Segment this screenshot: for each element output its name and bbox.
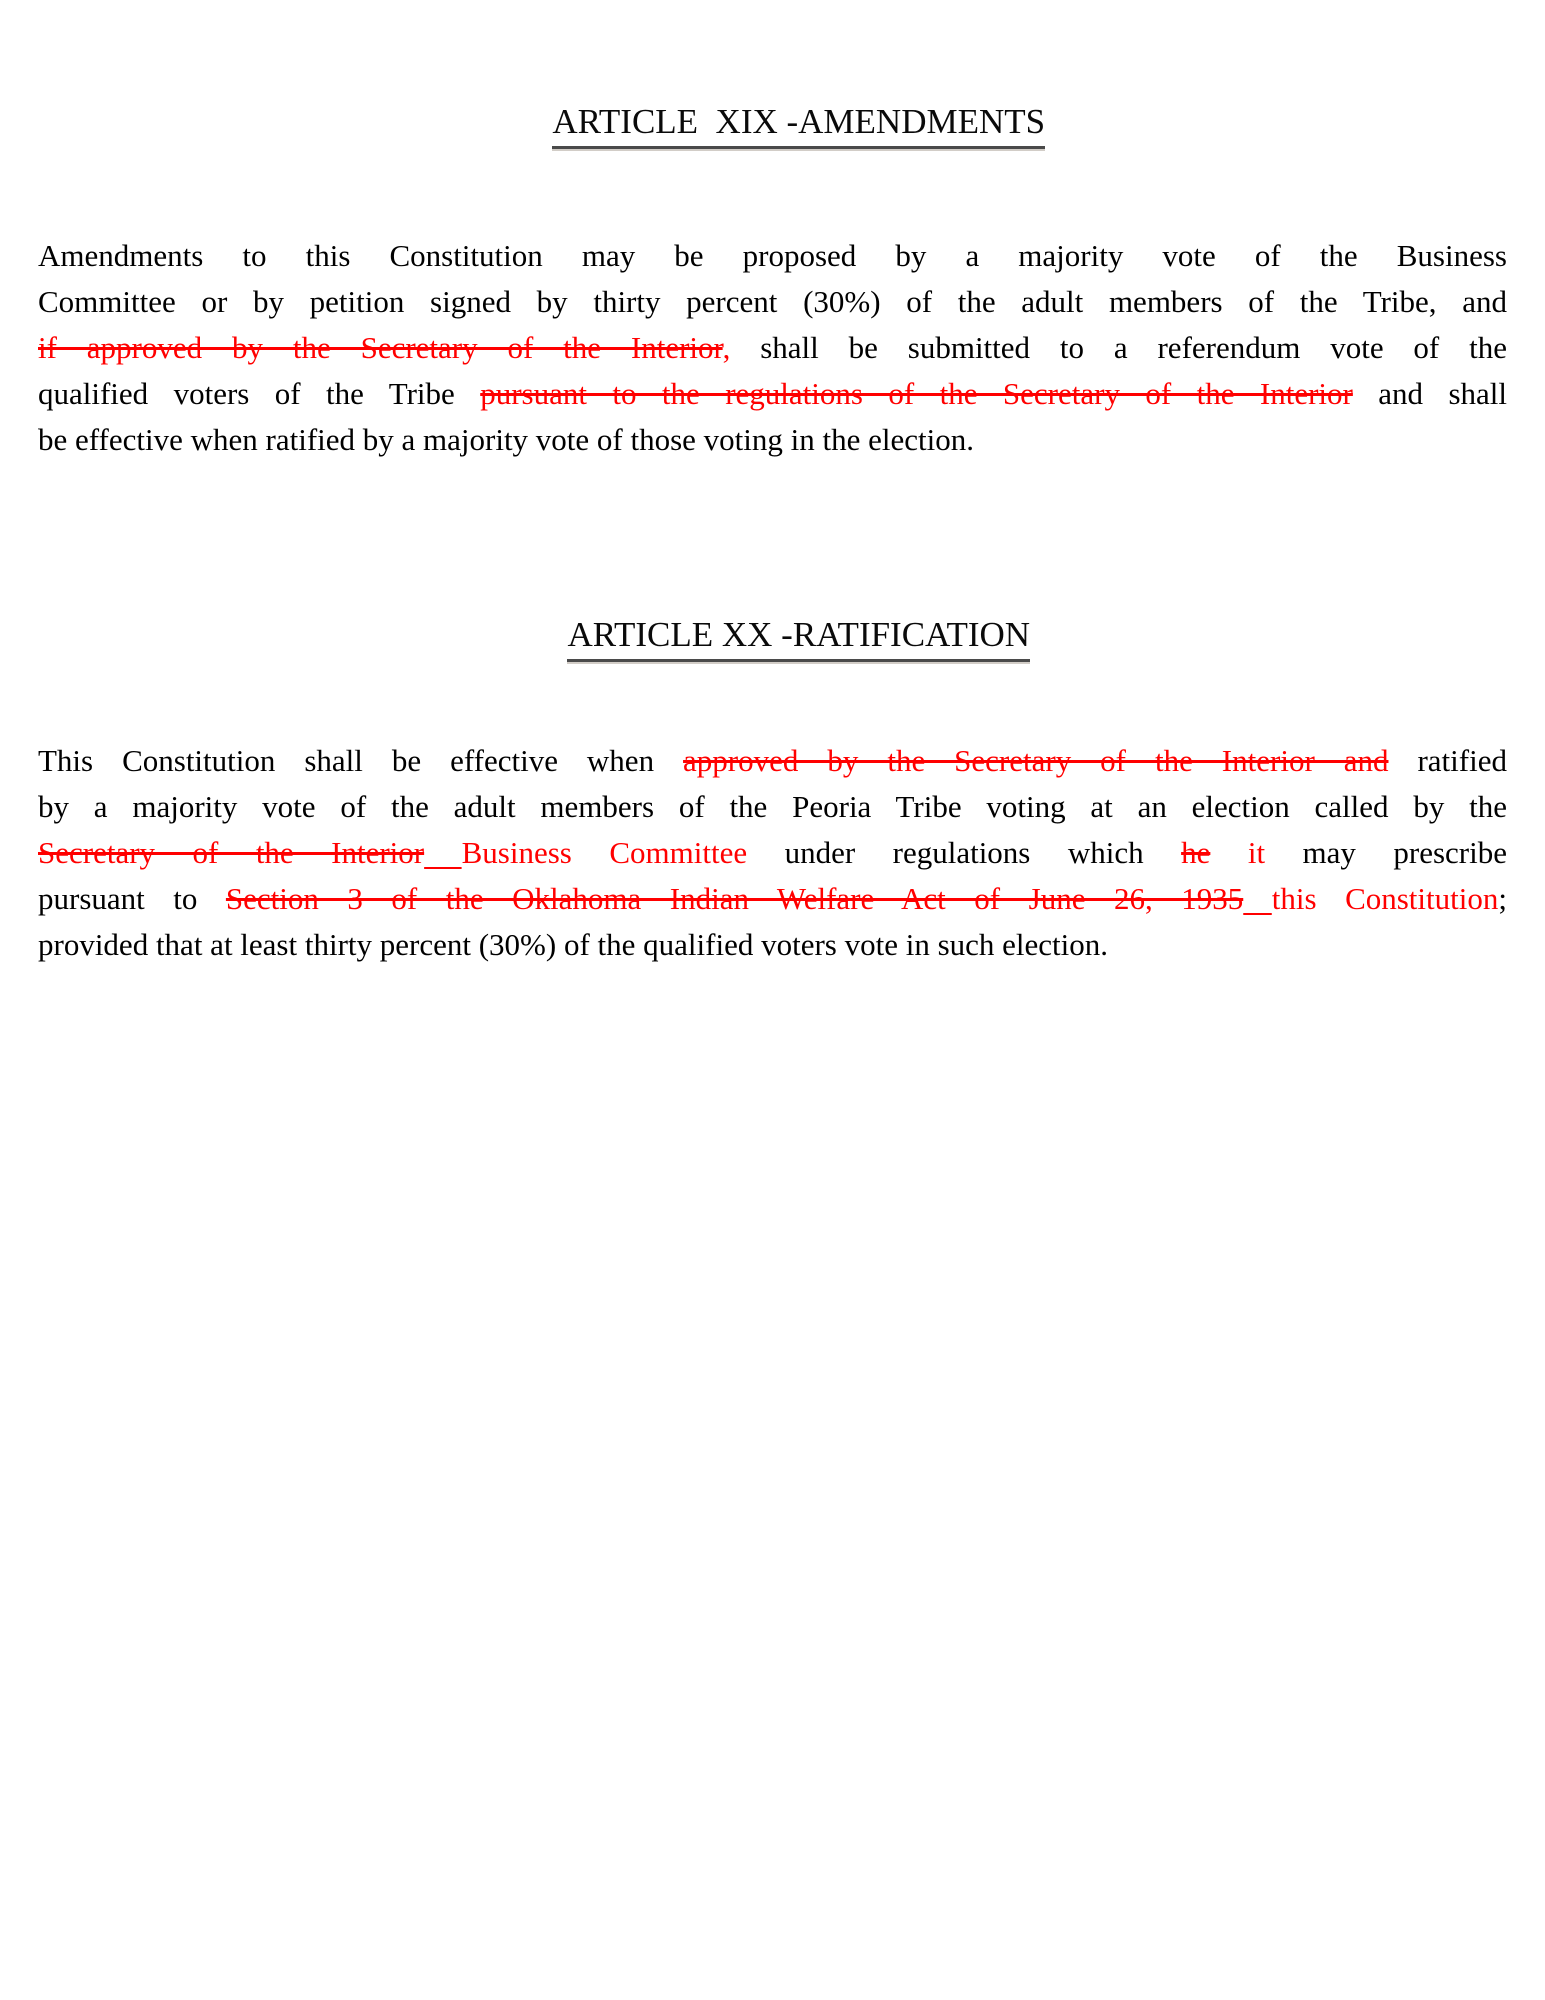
- deleted-text: he: [1181, 835, 1211, 870]
- inserted-text: it: [1247, 835, 1266, 870]
- text-line: [38, 784, 1507, 830]
- body-text: under regulations which: [747, 835, 1182, 870]
- text-line: [38, 279, 1507, 325]
- text-line: [38, 233, 1507, 279]
- deleted-text: pursuant to the regulations of the Secretary of the Interior: [480, 376, 1353, 411]
- text-line: [38, 371, 1507, 417]
- deleted-text: Section 3 of the Oklahoma Indian Welfare Act of June 26, 1935: [225, 881, 1244, 916]
- body-text: shall be submitted to a referendum vote of the: [730, 330, 1507, 365]
- document-content: [0, 62, 1545, 968]
- article-xix-paragraph: [38, 233, 1507, 463]
- article-xx-heading-text: ARTICLE XX -RATIFICATION: [567, 615, 1030, 662]
- deleted-text: if approved by the Secretary of the Interior: [38, 330, 723, 365]
- body-text: This Constitution shall be effective when: [38, 743, 684, 778]
- deleted-text: approved by the Secretary of the Interior and: [683, 743, 1389, 778]
- text-line: [38, 876, 1507, 922]
- body-text: pursuant to: [38, 881, 226, 916]
- inserted-text: Business Committee: [461, 835, 748, 870]
- body-text: ;: [1498, 881, 1507, 916]
- article-xix-heading: [38, 62, 1507, 189]
- inserted-text: [424, 835, 461, 870]
- inserted-text: this Constitution: [1271, 881, 1499, 916]
- inserted-text: [1243, 881, 1272, 916]
- body-text: qualified voters of the Tribe: [38, 376, 481, 411]
- inserted-text: ,: [722, 330, 731, 365]
- body-text: by a majority vote of the adult members of the Peoria Tribe voting at an election called by the: [38, 789, 1507, 824]
- text-line: [38, 325, 1507, 371]
- body-text: may prescribe: [1265, 835, 1508, 870]
- body-text: Amendments to this Constitution may be proposed by a majority vote of the Business: [38, 238, 1507, 273]
- body-text: Committee or by petition signed by thirty percent (30%) of the adult members of the Tribe, and: [38, 284, 1507, 319]
- deleted-text: Secretary of the Interior: [38, 835, 425, 870]
- text-line: [38, 417, 1507, 463]
- article-xx-paragraph: [38, 738, 1507, 968]
- article-xx-heading: [38, 575, 1507, 702]
- body-text: provided that at least thirty percent (30%) of the qualified voters vote in such election.: [38, 927, 1109, 962]
- text-line: [38, 830, 1507, 876]
- article-xix-heading-text: ARTICLE XIX -AMENDMENTS: [552, 102, 1045, 149]
- text-line: [38, 738, 1507, 784]
- body-text: [1210, 835, 1247, 870]
- text-line: [38, 922, 1507, 968]
- body-text: ratified: [1388, 743, 1507, 778]
- body-text: and shall: [1352, 376, 1508, 411]
- body-text: be effective when ratified by a majority vote of those voting in the election.: [38, 422, 975, 457]
